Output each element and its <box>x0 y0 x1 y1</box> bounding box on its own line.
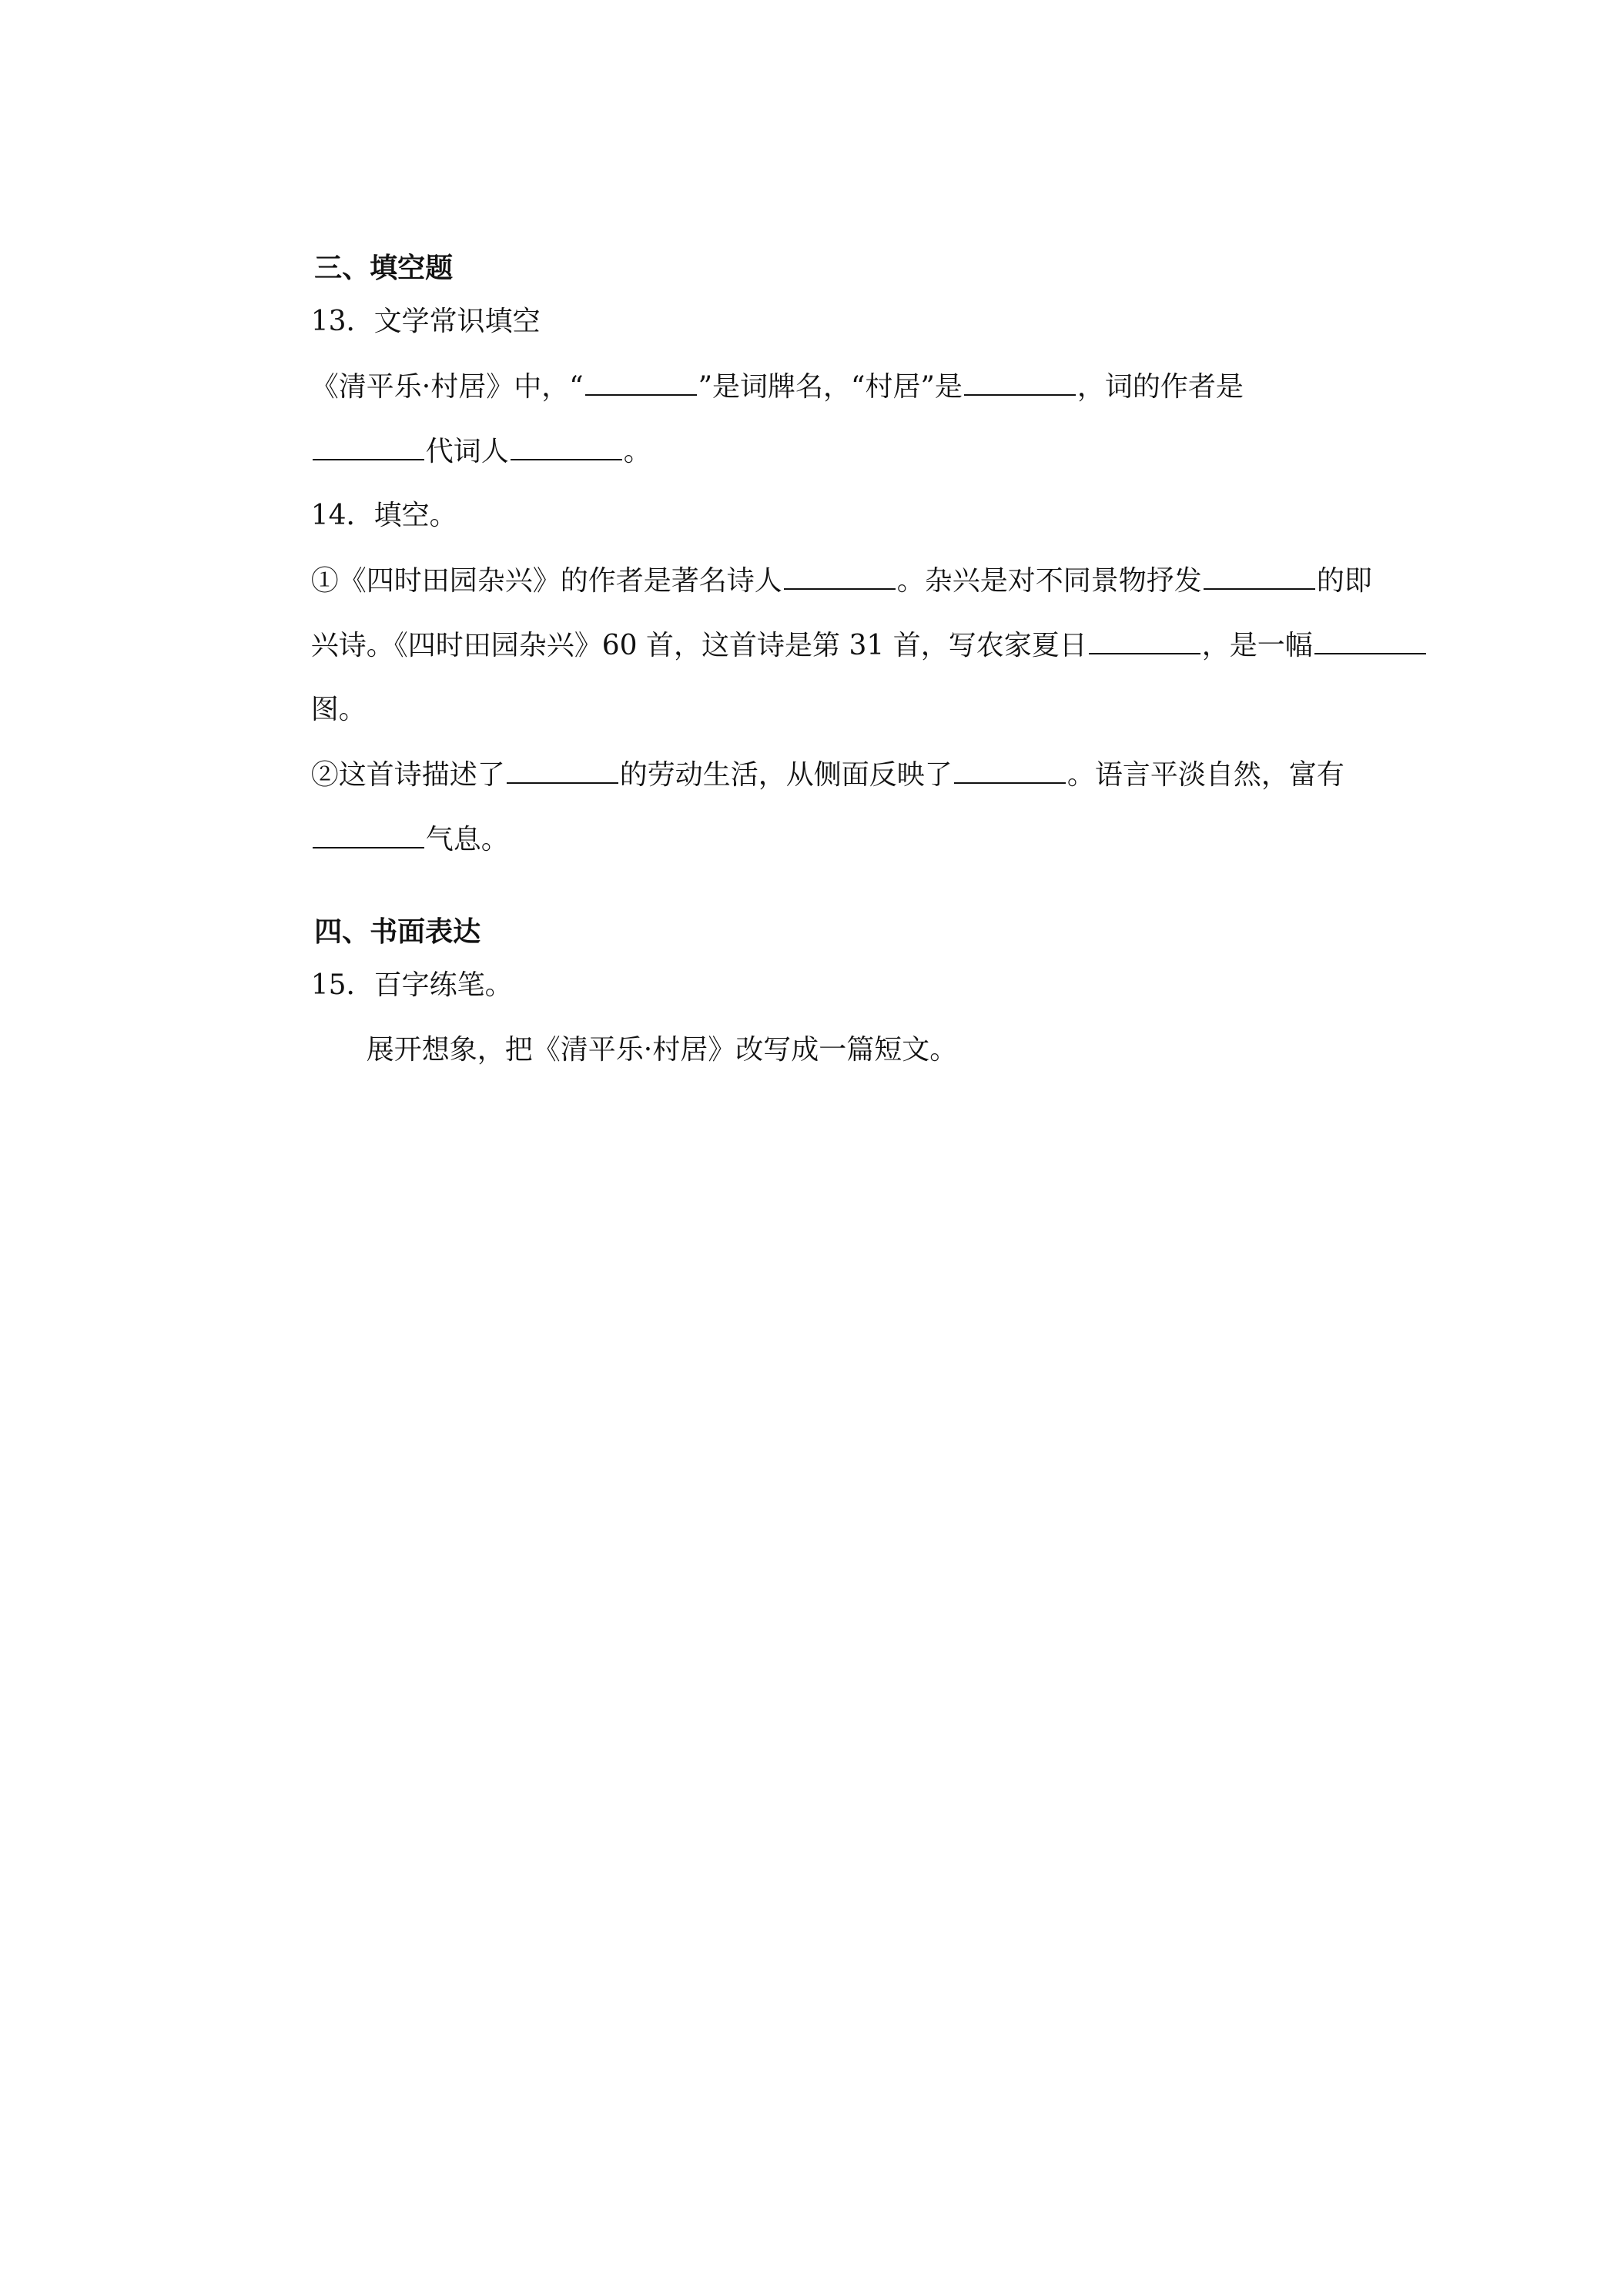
text-segment: 。 <box>623 436 651 467</box>
answer-blank[interactable] <box>1314 627 1426 654</box>
question-title: 填空。 <box>373 500 457 531</box>
text-segment: ，词的作者是 <box>1077 371 1244 403</box>
question-14-part2-line-1 <box>276 719 1344 791</box>
text-segment: 代词人 <box>425 436 509 467</box>
question-15-prompt <box>331 995 958 1066</box>
question-14-part1-line-2 <box>276 590 1428 661</box>
text-segment: 兴诗。《四时田园杂兴》60 首，这首诗是第 31 首，写农家夏日 <box>310 630 1087 661</box>
answer-blank[interactable] <box>954 756 1066 784</box>
question-14-title <box>276 460 457 531</box>
text-segment: 气息。 <box>425 824 509 855</box>
question-14-part1-line-1 <box>276 525 1372 597</box>
section-heading-writing <box>276 876 481 948</box>
question-number: 15． <box>310 969 374 1001</box>
question-15-title <box>276 930 513 1001</box>
section-heading-fill-in <box>276 213 454 284</box>
answer-blank[interactable] <box>784 562 896 590</box>
answer-blank[interactable] <box>964 368 1076 396</box>
question-13-title <box>276 266 541 337</box>
section-heading-text: 四、书面表达 <box>314 915 481 948</box>
question-title: 百字练笔。 <box>373 969 513 1001</box>
question-13-line-1 <box>276 331 1244 403</box>
question-title: 文学常识填空 <box>373 306 541 337</box>
question-number: 13． <box>310 306 374 337</box>
text-segment: ①《四时田园杂兴》的作者是著名诗人 <box>310 565 782 597</box>
prompt-text: 展开想象，把《清平乐·村居》改写成一篇短文。 <box>366 1034 958 1066</box>
question-14-part2-line-2 <box>276 784 509 855</box>
answer-blank[interactable] <box>1089 627 1200 654</box>
answer-blank[interactable] <box>313 433 424 460</box>
text-segment: 《清平乐·村居》中，“ <box>310 371 584 403</box>
answer-blank[interactable] <box>511 433 622 460</box>
section-heading-text: 三、填空题 <box>314 252 454 284</box>
answer-blank[interactable] <box>313 821 424 848</box>
text-segment: ”是词牌名，“村居”是 <box>698 371 963 403</box>
text-segment: 图。 <box>310 694 367 725</box>
question-13-line-2 <box>276 396 651 467</box>
text-segment: 的即 <box>1316 565 1372 597</box>
text-segment: ②这首诗描述了 <box>310 759 505 791</box>
question-number: 14． <box>310 500 374 531</box>
text-segment: 。杂兴是对不同景物抒发 <box>896 565 1202 597</box>
answer-blank[interactable] <box>507 756 618 784</box>
text-segment: 。语言平淡自然，富有 <box>1066 759 1344 791</box>
question-14-part1-line-3 <box>276 654 367 725</box>
text-segment: ，是一幅 <box>1201 630 1313 661</box>
answer-blank[interactable] <box>1204 562 1315 590</box>
answer-blank[interactable] <box>585 368 697 396</box>
text-segment: 的劳动生活，从侧面反映了 <box>619 759 953 791</box>
